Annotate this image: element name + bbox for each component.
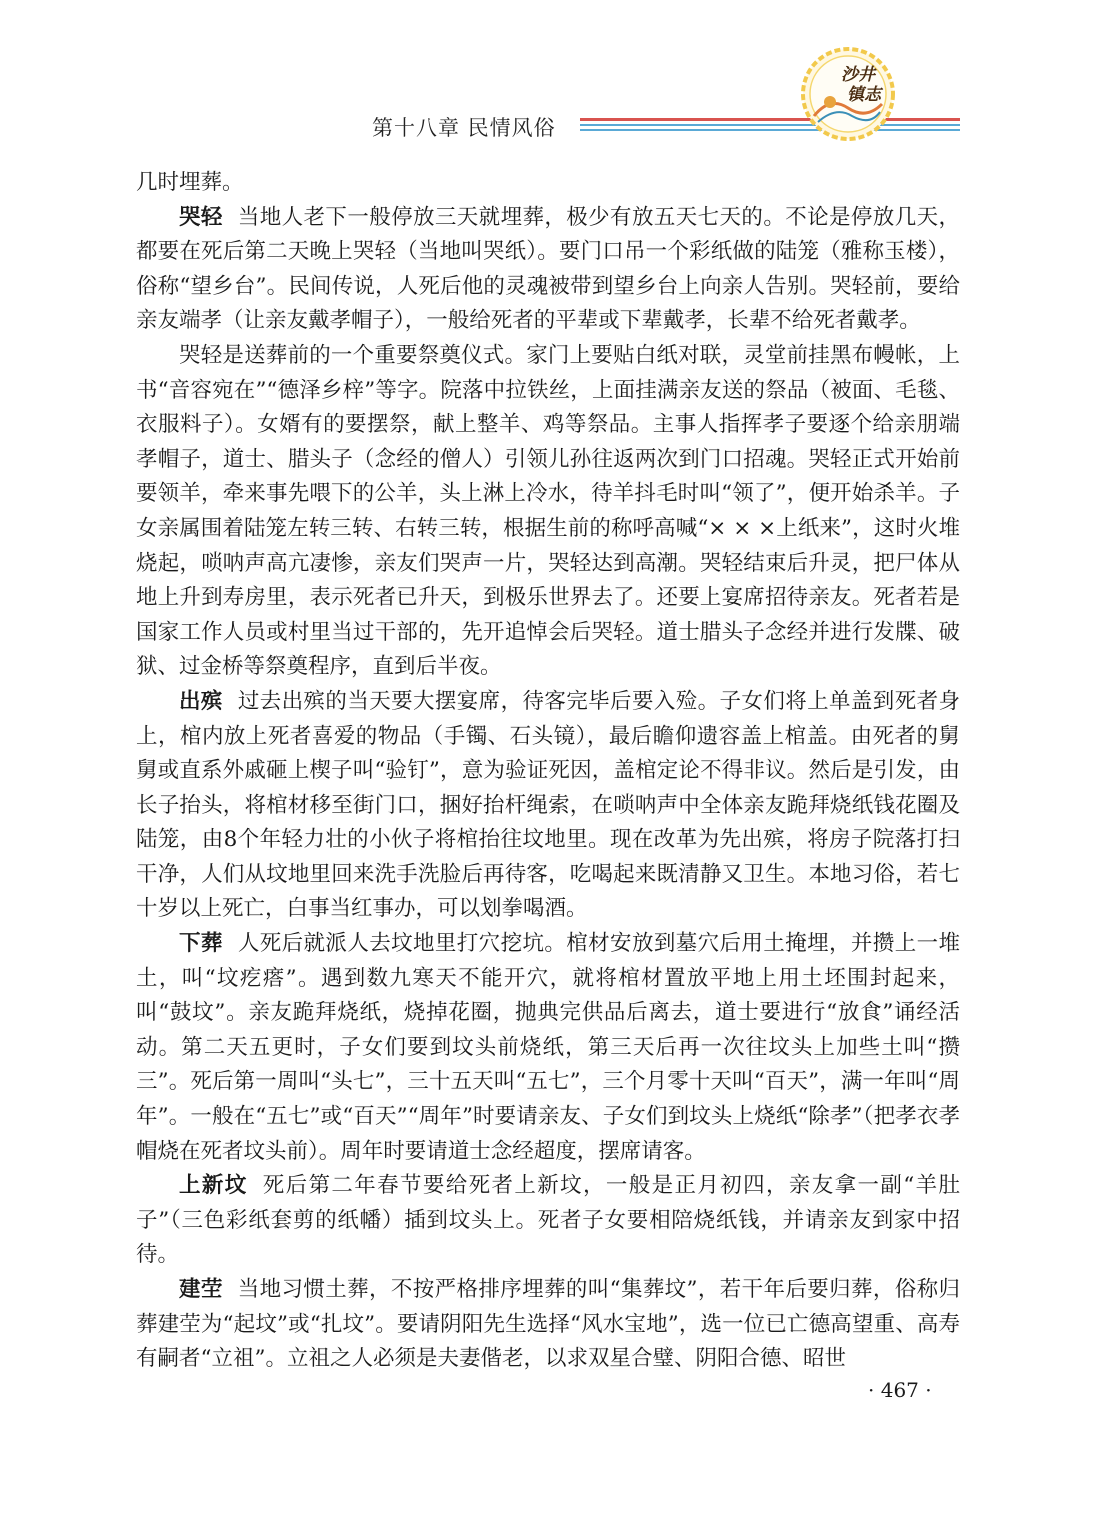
- section-term: 哭轻: [179, 204, 223, 230]
- header-rule: [580, 118, 960, 134]
- paragraph-text: 死后第二年春节要给死者上新坟，一般是正月初四，亲友拿一副“羊肚子”（三色彩纸套剪的纸幡）插到坟头上。死者子女要相陪烧纸钱，并请亲友到家中招待。: [136, 1173, 960, 1268]
- paragraph-text: 人死后就派人去坟地里打穴挖坑。棺材安放到墓穴后用土掩埋，并攒上一堆土，叫“坟疙瘩”。遇到数九寒天不能开穴，就将棺材置放平地上用土坯围封起来，叫“鼓坟”。亲友跪拜烧纸，烧掉花圈，抛典完供品后离去，道士要进行“放食”诵经活动。第二天五更时，子女们要到坟头前烧纸，第三天后再一次往坟头上加些土叫“攒三”。死后第一周叫“头七”，三十五天叫“五七”，三个月零十天叫“百天”，满一年叫“周年”。一般在“五七”或“百天”“周年”时要请亲友、子女们到坟头上烧纸“除孝”（把孝衣孝帽烧在死者坟头前）。周年时要请道士念经超度，摆席请客。: [136, 931, 960, 1164]
- seal-text-line2: 镇志: [847, 85, 881, 105]
- paragraph: [136, 1273, 960, 1377]
- paragraph-text: 当地习惯土葬，不按严格排序埋葬的叫“集葬坟”，若干年后要归葬，俗称归葬建茔为“起坟”或“扎坟”。要请阴阳先生选择“风水宝地”，选一位已亡德高望重、高寿有嗣者“立祖”。立祖之人必须是夫妻偕老，以求双星合璧、阴阳合德、昭世: [136, 1277, 960, 1372]
- paragraph: [136, 1169, 960, 1273]
- paragraph: [136, 339, 960, 685]
- page-header: [0, 0, 1093, 160]
- paragraph-text: 过去出殡的当天要大摆宴席，待客完毕后要入殓。子女们将上单盖到死者身上，棺内放上死者喜爱的物品（手镯、石头镜），最后瞻仰遗容盖上棺盖。由死者的舅舅或直系外戚砸上楔子叫“验钉”，意为验证死因，盖棺定论不得非议。然后是引发，由长子抬头，将棺材移至街门口，捆好抬杆绳索，在唢呐声中全体亲友跪拜烧纸钱花圈及陆笼，由8个年轻力壮的小伙子将棺抬往坟地里。现在改革为先出殡，将房子院落打扫干净，人们从坟地里回来洗手洗脸后再待客，吃喝起来既清静又卫生。本地习俗，若七十岁以上死亡，白事当红事办，可以划拳喝酒。: [136, 688, 960, 922]
- page-number: · 467 ·: [868, 1378, 932, 1402]
- body-text: [136, 166, 960, 1377]
- section-term: 建茔: [179, 1277, 223, 1302]
- paragraph: [136, 685, 960, 927]
- paragraph: [136, 201, 960, 339]
- town-gazetteer-seal-icon: [800, 46, 896, 142]
- paragraph: [136, 166, 960, 201]
- paragraph-text: 当地人老下一般停放三天就埋葬，极少有放五天七天的。不论是停放几天，都要在死后第二天晚上哭轻（当地叫哭纸）。要门口吊一个彩纸做的陆笼（雅称玉楼），俗称“望乡台”。民间传说，人死后他的灵魂被带到望乡台上向亲人告别。哭轻前，要给亲友端孝（让亲友戴孝帽子），一般给死者的平辈或下辈戴孝，长辈不给死者戴孝。: [136, 204, 960, 334]
- seal-text-line1: 沙井: [841, 65, 875, 85]
- paragraph: [136, 927, 960, 1169]
- section-term: 出殡: [179, 688, 223, 714]
- paragraph-text: 哭轻是送葬前的一个重要祭奠仪式。家门上要贴白纸对联，灵堂前挂黑布幔帐，上书“音容宛在”“德泽乡梓”等字。院落中拉铁丝，上面挂满亲友送的祭品（被面、毛毯、衣服料子）。女婿有的要摆祭，献上整羊、鸡等祭品。主事人指挥孝子要逐个给亲朋端孝帽子，道士、腊头子（念经的僧人）引领儿孙往返两次到门口招魂。哭轻正式开始前要领羊，牵来事先喂下的公羊，头上淋上冷水，待羊抖毛时叫“领了”，便开始杀羊。子女亲属围着陆笼左转三转、右转三转，根据生前的称呼高喊“× × ×上纸来”，这时火堆烧起，唢呐声高亢凄惨，亲友们哭声一片，哭轻达到高潮。哭轻结束后升灵，把尸体从地上升到寿房里，表示死者已升天，到极乐世界去了。还要上宴席招待亲友。死者若是国家工作人员或村里当过干部的，先开追悼会后哭轻。道士腊头子念经并进行发牒、破狱、过金桥等祭奠程序，直到后半夜。: [136, 342, 960, 680]
- paragraph-text: 几时埋葬。: [136, 170, 244, 195]
- section-term: 下葬: [179, 931, 223, 957]
- section-term: 上新坟: [179, 1173, 248, 1199]
- chapter-title: 第十八章 民情风俗: [372, 116, 556, 140]
